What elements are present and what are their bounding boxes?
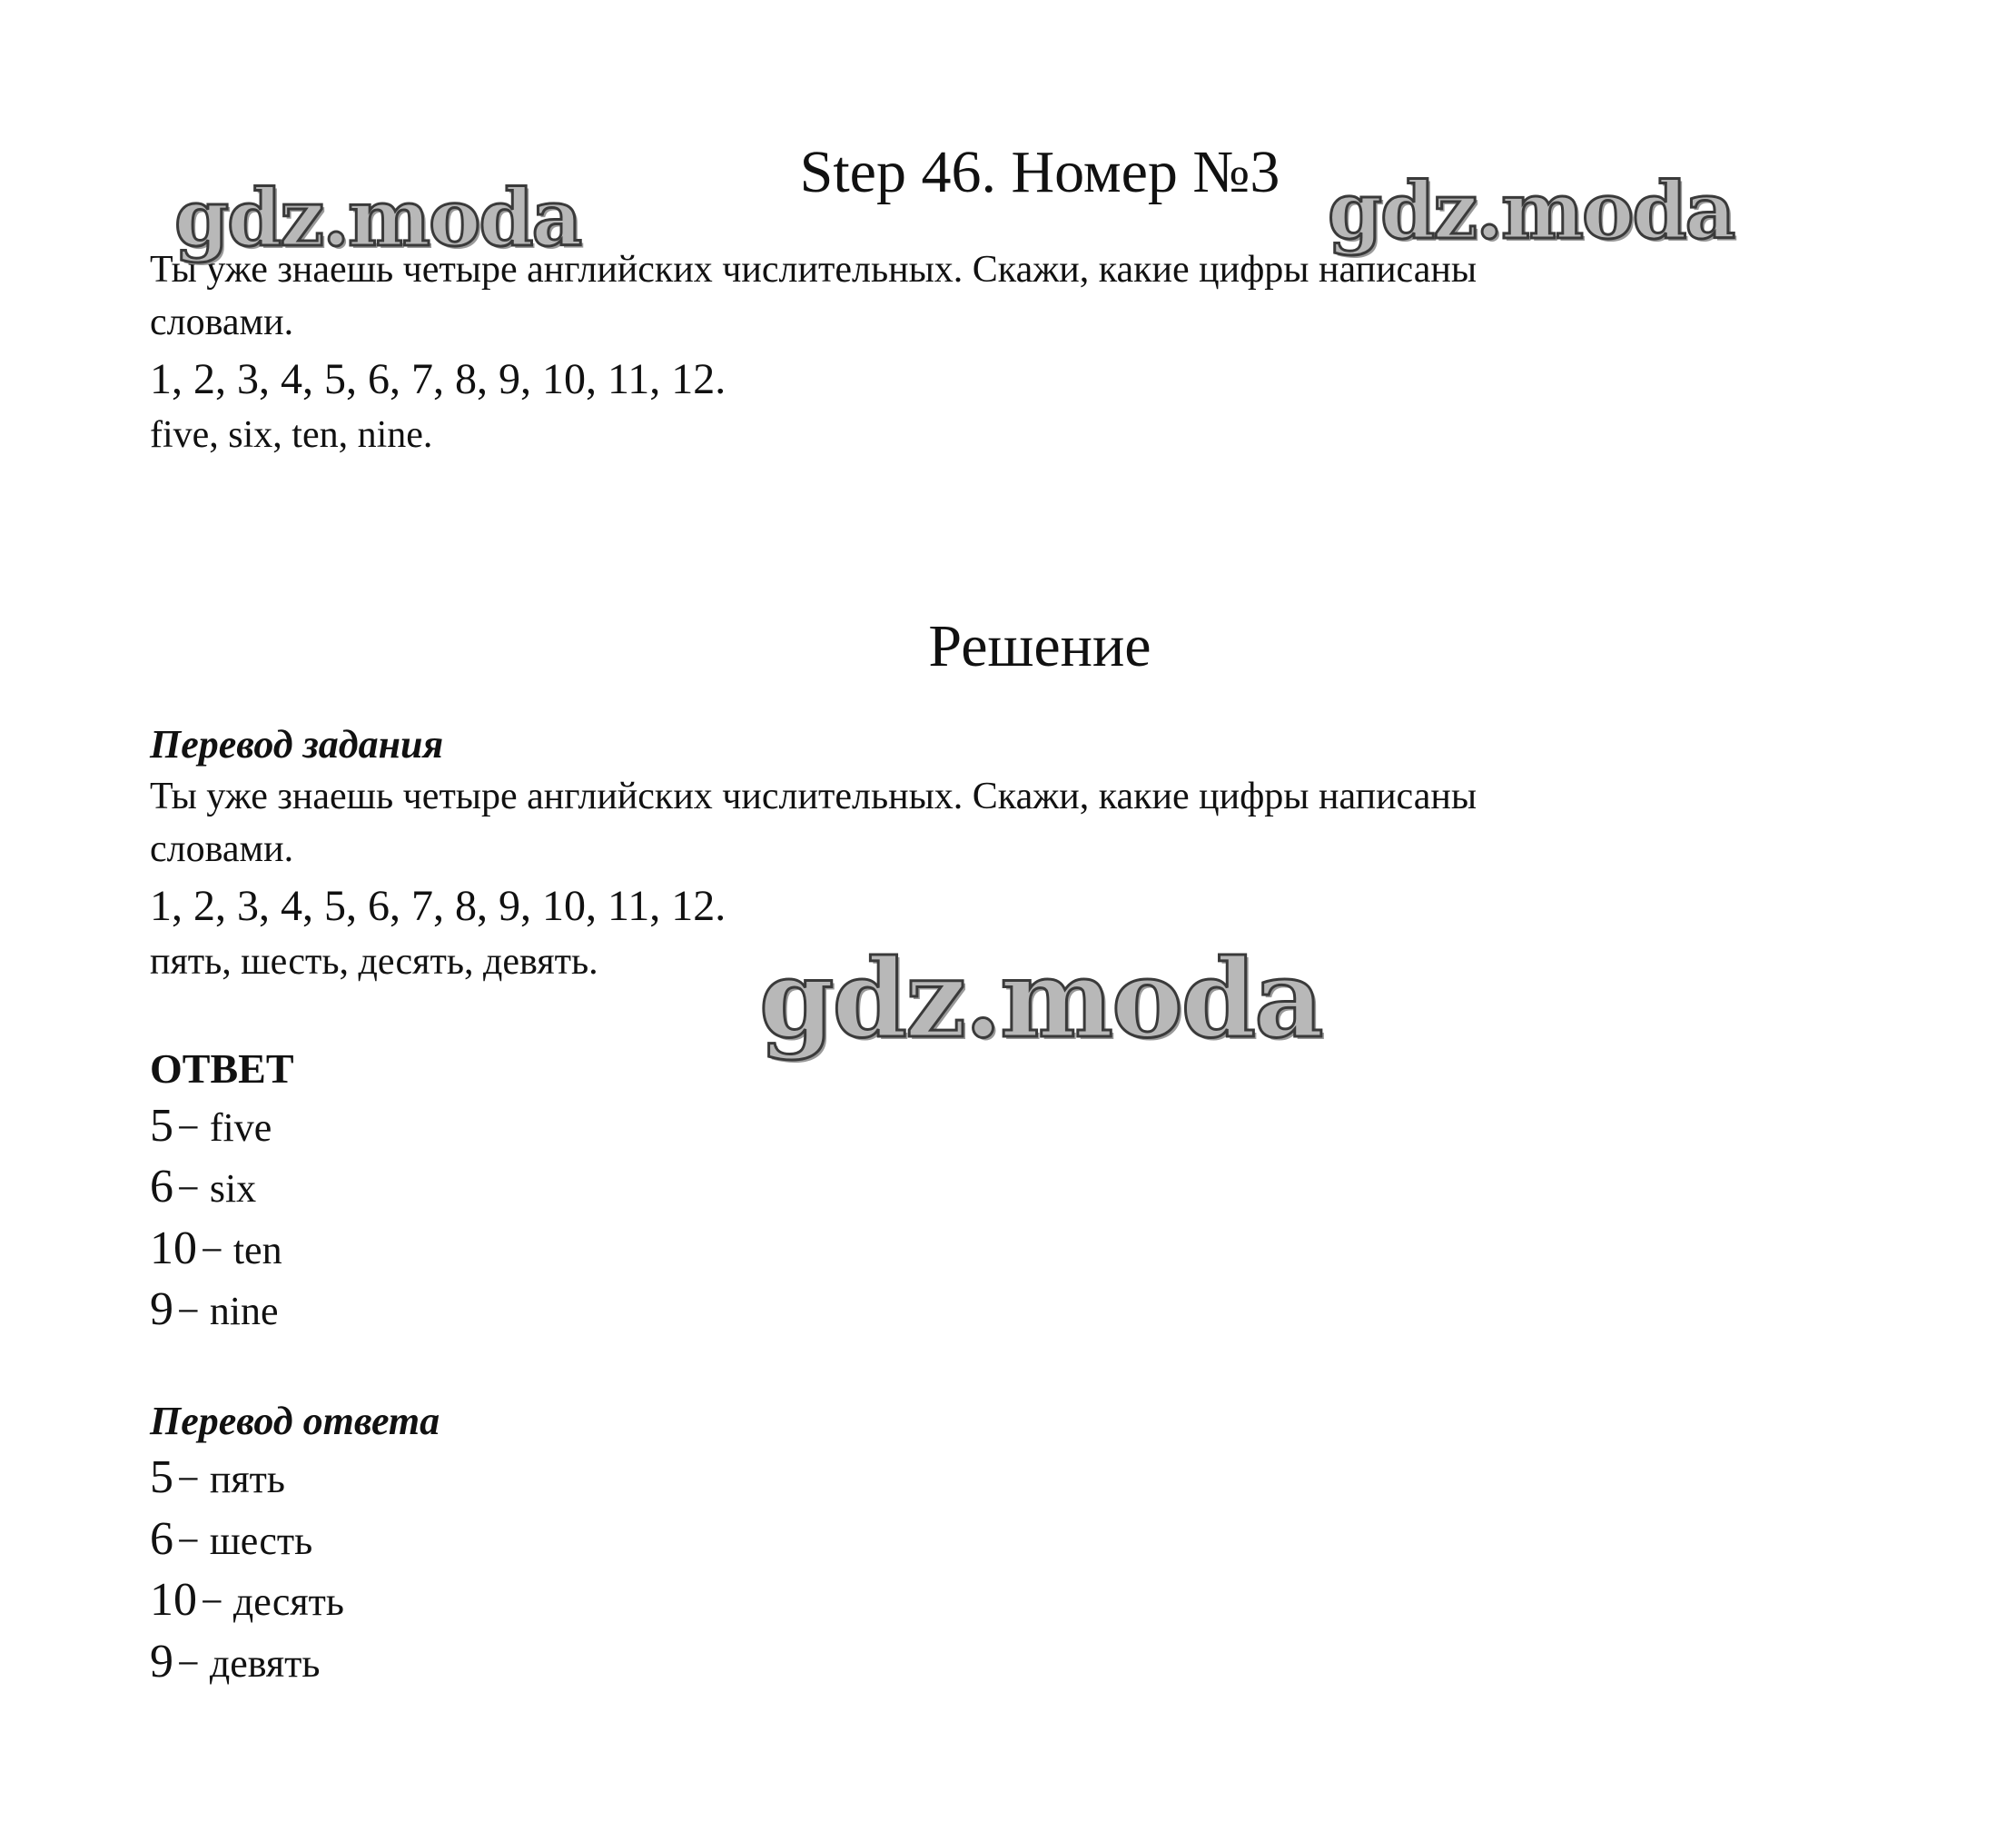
task-numbers: 1, 2, 3, 4, 5, 6, 7, 8, 9, 10, 11, 12. [150,355,726,403]
answer-translation-number: 6 [150,1513,173,1565]
answer-translation-line [150,1511,312,1579]
answer-translation-number: 9 [150,1636,173,1688]
answer-translation-line [150,1634,320,1701]
translation-numbers: 1, 2, 3, 4, 5, 6, 7, 8, 9, 10, 11, 12. [150,882,726,930]
answer-number: 10 [150,1222,197,1274]
answer-translation-number: 5 [150,1451,173,1503]
page-title: Step 46. Номер №3 [799,139,1280,205]
answer-translation-word: − пять [177,1457,285,1501]
answer-word: − five [177,1105,272,1150]
watermark-logo: gdz.moda [759,935,1322,1062]
answer-translation-number: 10 [150,1574,197,1626]
answer-line [150,1282,279,1349]
translation-line1: Ты уже знаешь четыре английских числительных. Скажи, какие цифры написаны [150,776,1477,817]
answer-line [150,1098,272,1165]
translation-words: пять, шесть, десять, девять. [150,941,598,983]
answer-number: 6 [150,1161,173,1212]
answer-translation-line [150,1572,344,1639]
answer-word: − ten [201,1228,282,1272]
task-text-line1: Ты уже знаешь четыре английских числительных. Скажи, какие цифры написаны [150,249,1477,291]
task-words: five, six, ten, nine. [150,414,433,456]
answer-translation-line [150,1450,285,1517]
translation-heading: Перевод задания [150,722,444,767]
answer-translation-word: − десять [201,1579,344,1624]
watermark-logo: gdz.moda [174,173,581,264]
answer-line [150,1221,282,1288]
answer-translation-word: − шесть [177,1519,313,1563]
solution-heading: Решение [928,613,1151,679]
answer-heading: ОТВЕТ [150,1045,294,1092]
answer-line [150,1159,256,1226]
answer-number: 9 [150,1283,173,1335]
watermark-logo: gdz.moda [1328,165,1734,257]
answer-word: − nine [177,1289,279,1333]
answer-translation-heading: Перевод ответа [150,1399,440,1443]
answer-word: − six [177,1166,257,1211]
translation-line2: словами. [150,828,294,870]
answer-number: 5 [150,1100,173,1152]
answer-translation-word: − девять [177,1641,321,1686]
task-text-line2: словами. [150,302,294,343]
